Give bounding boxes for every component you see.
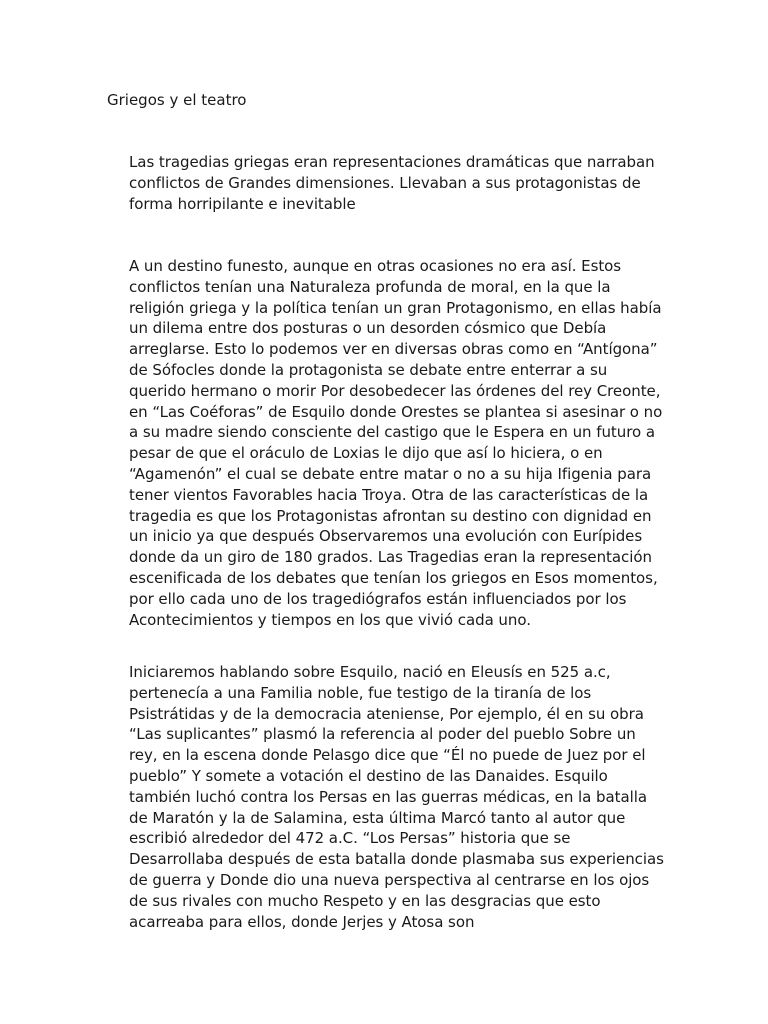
paragraph-destino: A un destino funesto, aunque en otras ocasiones no era así. Estos conflictos tenían una Naturaleza profunda de moral, en la que la religión griega y la política tenían un gran Protagonismo, en ellas había un dilema entre dos posturas o un desorden cósmico que Debía arreglarse. Esto lo podemos ver en diversas obras como en “Antígona” de Sófocles donde la protagonista se debate entre enterrar a su querido hermano o morir Por desobedecer las órdenes del rey Creonte, en “Las Coéforas” de Esquilo donde Orestes se plantea si asesinar o no a su madre siendo consciente del castigo que le Espera en un futuro a pesar de que el oráculo de Loxias le dijo que así lo hiciera, o en “Agamenón” el cual se debate entre matar o no a su hija Ifigenia para tener vientos Favorables hacia Troya. Otra de las características de la tragedia es que los Protagonistas afrontan su destino con dignidad en un inicio ya que después Observaremos una evolución con Eurípides donde da un giro de 180 grados. Las Tragedias eran la representación escenificada de los debates que tenían los griegos en Esos momentos, por ello cada uno de los tragediógrafos están influenciados por los Acontecimientos y tiempos en los que vivió cada uno. (129, 257, 663, 629)
document-title: Griegos y el teatro (107, 91, 247, 109)
paragraph-esquilo: Iniciaremos hablando sobre Esquilo, nació en Eleusís en 525 a.c, pertenecía a una Familia noble, fue testigo de la tiranía de los Psistrátidas y de la democracia ateniense, Por ejemplo, él en su obra “Las suplicantes” plasmó la referencia al poder del pueblo Sobre un rey, en la escena donde Pelasgo dice que “Él no puede de Juez por el pueblo” Y somete a votación el destino de las Danaides. Esquilo también luchó contra los Persas en las guerras médicas, en la batalla de Maratón y la de Salamina, esta última Marcó tanto al autor que escribió alrededor del 472 a.C. “Los Persas” historia que se Desarrollaba después de esta batalla donde plasmaba sus experiencias de guerra y Donde dio una nueva perspectiva al centrarse en los ojos de sus rivales con mucho Respeto y en las desgracias que esto acarreaba para ellos, donde Jerjes y Atosa son (129, 663, 664, 931)
paragraph-intro: Las tragedias griegas eran representaciones dramáticas que narraban conflictos de Grandes dimensiones. Llevaban a sus protagonistas de forma horripilante e inevitable (129, 153, 655, 213)
